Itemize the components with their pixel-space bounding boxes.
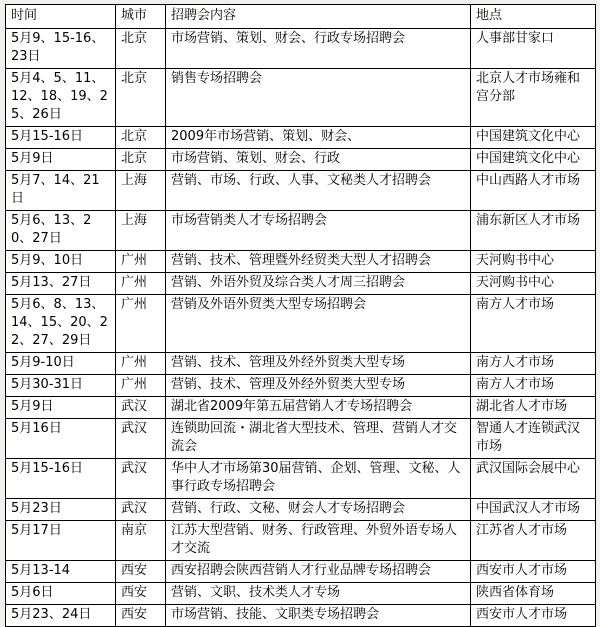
table-cell-location: 武汉国际会展中心 bbox=[471, 459, 596, 499]
table-cell-content: 营销、文职、技术类人才专场 bbox=[166, 583, 471, 605]
table-row bbox=[6, 295, 596, 353]
table-cell-city: 武汉 bbox=[116, 459, 166, 499]
table-cell-content: 西安招聘会陕西营销人才行业品牌专场招聘会 bbox=[166, 561, 471, 583]
table-row bbox=[6, 29, 596, 69]
table-cell-city: 南京 bbox=[116, 521, 166, 561]
column-header-time: 时间 bbox=[6, 5, 116, 29]
table-cell-time: 5月23日 bbox=[6, 499, 116, 521]
table-cell-city: 西安 bbox=[116, 583, 166, 605]
table-cell-content: 连锁助回流・湖北省大型技术、管理、营销人才交流会 bbox=[166, 419, 471, 459]
column-header-content: 招聘会内容 bbox=[166, 5, 471, 29]
table-cell-city: 广州 bbox=[116, 353, 166, 375]
table-cell-location: 浦东新区人才市场 bbox=[471, 211, 596, 251]
table-cell-location: 湖北省人才市场 bbox=[471, 397, 596, 419]
column-header-location: 地点 bbox=[471, 5, 596, 29]
table-cell-location: 陕西省体育场 bbox=[471, 583, 596, 605]
table-cell-city: 西安 bbox=[116, 605, 166, 627]
table-cell-city: 上海 bbox=[116, 211, 166, 251]
table-cell-city: 广州 bbox=[116, 273, 166, 295]
table-cell-location: 中国建筑文化中心 bbox=[471, 127, 596, 149]
table-cell-location: 中山西路人才市场 bbox=[471, 171, 596, 211]
table-row bbox=[6, 459, 596, 499]
table-row bbox=[6, 273, 596, 295]
table-cell-time: 5月6日 bbox=[6, 583, 116, 605]
table-cell-city: 广州 bbox=[116, 375, 166, 397]
table-cell-location: 江苏省人才市场 bbox=[471, 521, 596, 561]
table-cell-time: 5月9日 bbox=[6, 149, 116, 171]
table-cell-content: 销售专场招聘会 bbox=[166, 69, 471, 127]
table-row bbox=[6, 605, 596, 627]
table-cell-content: 营销、外语外贸及综合类人才周三招聘会 bbox=[166, 273, 471, 295]
table-row bbox=[6, 499, 596, 521]
table-row bbox=[6, 211, 596, 251]
table-cell-time: 5月15-16日 bbox=[6, 459, 116, 499]
table-cell-city: 北京 bbox=[116, 149, 166, 171]
table-cell-location: 西安市人才市场 bbox=[471, 605, 596, 627]
table-cell-location: 北京人才市场雍和宫分部 bbox=[471, 69, 596, 127]
table-cell-content: 营销、技术、管理及外经外贸类大型专场 bbox=[166, 353, 471, 375]
table-cell-time: 5月9、10日 bbox=[6, 251, 116, 273]
table-cell-location: 人事部甘家口 bbox=[471, 29, 596, 69]
table-row bbox=[6, 353, 596, 375]
table-cell-content: 华中人才市场第30届营销、企划、管理、文秘、人事行政专场招聘会 bbox=[166, 459, 471, 499]
table-cell-time: 5月23、24日 bbox=[6, 605, 116, 627]
table-cell-content: 营销及外语外贸类大型专场招聘会 bbox=[166, 295, 471, 353]
table-row bbox=[6, 251, 596, 273]
table-cell-location: 南方人才市场 bbox=[471, 295, 596, 353]
table-cell-city: 广州 bbox=[116, 295, 166, 353]
table-cell-time: 5月13、27日 bbox=[6, 273, 116, 295]
table-cell-location: 南方人才市场 bbox=[471, 353, 596, 375]
table-cell-city: 武汉 bbox=[116, 397, 166, 419]
table-cell-city: 武汉 bbox=[116, 499, 166, 521]
table-cell-location: 智通人才连锁武汉市场 bbox=[471, 419, 596, 459]
table-cell-time: 5月13-14 bbox=[6, 561, 116, 583]
table-cell-city: 西安 bbox=[116, 561, 166, 583]
table-cell-time: 5月6、13、20、27日 bbox=[6, 211, 116, 251]
table-cell-city: 北京 bbox=[116, 127, 166, 149]
table-cell-time: 5月30-31日 bbox=[6, 375, 116, 397]
table-row bbox=[6, 561, 596, 583]
table-cell-time: 5月9日 bbox=[6, 397, 116, 419]
table-cell-time: 5月16日 bbox=[6, 419, 116, 459]
table-cell-location: 南方人才市场 bbox=[471, 375, 596, 397]
table-cell-content: 营销、技术、管理及外经外贸类大型专场 bbox=[166, 375, 471, 397]
table-row bbox=[6, 171, 596, 211]
table-cell-content: 湖北省2009年第五届营销人才专场招聘会 bbox=[166, 397, 471, 419]
table-cell-content: 市场营销、技能、文职类专场招聘会 bbox=[166, 605, 471, 627]
table-row bbox=[6, 583, 596, 605]
table-cell-location: 天河购书中心 bbox=[471, 273, 596, 295]
table-cell-city: 北京 bbox=[116, 29, 166, 69]
table-body bbox=[6, 29, 596, 627]
table-row bbox=[6, 397, 596, 419]
table-cell-location: 西安市人才市场 bbox=[471, 561, 596, 583]
table-cell-content: 营销、技术、管理暨外经贸类大型人才招聘会 bbox=[166, 251, 471, 273]
header-row bbox=[6, 5, 596, 29]
table-row bbox=[6, 127, 596, 149]
table-cell-content: 营销、市场、行政、人事、文秘类人才招聘会 bbox=[166, 171, 471, 211]
table-cell-location: 中国建筑文化中心 bbox=[471, 149, 596, 171]
table-cell-location: 中国武汉人才市场 bbox=[471, 499, 596, 521]
table-cell-time: 5月6、8、13、14、15、20、22、27、29日 bbox=[6, 295, 116, 353]
table-cell-city: 广州 bbox=[116, 251, 166, 273]
column-header-city: 城市 bbox=[116, 5, 166, 29]
page bbox=[0, 4, 600, 622]
recruitment-schedule-table bbox=[5, 4, 596, 627]
table-header bbox=[6, 5, 596, 29]
table-cell-time: 5月7、14、21日 bbox=[6, 171, 116, 211]
table-cell-content: 市场营销、策划、财会、行政 bbox=[166, 149, 471, 171]
table-cell-city: 北京 bbox=[116, 69, 166, 127]
table-cell-city: 上海 bbox=[116, 171, 166, 211]
table-cell-time: 5月4、5、11、12、18、19、25、26日 bbox=[6, 69, 116, 127]
table-cell-content: 江苏大型营销、财务、行政管理、外贸外语专场人才交流 bbox=[166, 521, 471, 561]
table-cell-time: 5月9、15-16、23日 bbox=[6, 29, 116, 69]
table-row bbox=[6, 521, 596, 561]
table-cell-content: 市场营销、策划、财会、行政专场招聘会 bbox=[166, 29, 471, 69]
table-row bbox=[6, 375, 596, 397]
table-row bbox=[6, 149, 596, 171]
table-cell-time: 5月9-10日 bbox=[6, 353, 116, 375]
table-cell-content: 市场营销类人才专场招聘会 bbox=[166, 211, 471, 251]
table-cell-content: 2009年市场营销、策划、财会、 bbox=[166, 127, 471, 149]
table-cell-time: 5月17日 bbox=[6, 521, 116, 561]
table-cell-time: 5月15-16日 bbox=[6, 127, 116, 149]
table-row bbox=[6, 419, 596, 459]
table-row bbox=[6, 69, 596, 127]
table-cell-city: 武汉 bbox=[116, 419, 166, 459]
table-cell-location: 天河购书中心 bbox=[471, 251, 596, 273]
table-cell-content: 营销、行政、文秘、财会人才专场招聘会 bbox=[166, 499, 471, 521]
